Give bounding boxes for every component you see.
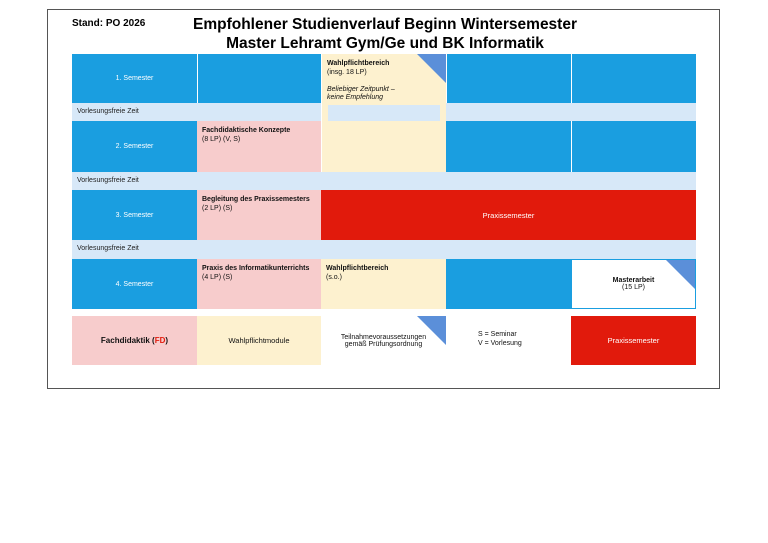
wahlpflicht-note-2: keine Empfehlung (327, 94, 384, 102)
legend-praxissemester: Praxissemester (571, 316, 696, 365)
semester-label-4: 4. Semester (72, 259, 197, 309)
prerequisite-marker-icon (666, 260, 695, 289)
legend-teilnahme: Teilnahmevoraussetzungen gemäß Prüfungsordnung (321, 316, 446, 365)
empty-cell (571, 54, 696, 103)
semester-label-1: 1. Semester (72, 54, 197, 103)
module-title: Masterarbeit (612, 277, 655, 284)
fachdidaktische-konzepte-module (197, 121, 321, 172)
module-credits: (s.o.) (326, 273, 342, 281)
legend-fachdidaktik: Fachdidaktik (FD) (72, 316, 197, 365)
empty-cell (571, 121, 696, 172)
module-credits: (2 LP) (S) (202, 204, 233, 212)
gap-fill (328, 105, 440, 121)
module-credits: (15 LP) (622, 284, 645, 291)
gap-fill (446, 103, 696, 121)
wahlpflicht-credits: (insg. 18 LP) (327, 68, 367, 76)
module-title: Praxis des Informatikunterrichts (202, 265, 310, 272)
page-subtitle: Master Lehramt Gym/Ge und BK Informatik (226, 35, 544, 52)
praxissemester-block: Praxissemester (321, 190, 696, 240)
lecture-free-period-3: Vorlesungsfreie Zeit (72, 240, 696, 259)
begleitung-praxissemester-module (197, 190, 321, 240)
semester-label-2: 2. Semester (72, 121, 197, 172)
module-title: Wahlpflichtbereich (326, 265, 389, 272)
empty-cell (197, 54, 321, 103)
empty-cell (446, 259, 571, 309)
lecture-free-period-2: Vorlesungsfreie Zeit (72, 172, 696, 190)
module-title: Begleitung des Praxissemesters (202, 196, 310, 203)
empty-cell (446, 121, 571, 172)
legend-wahlpflicht: Wahlpflichtmodule (197, 316, 321, 365)
legend-abbreviations: S = Seminar V = Vorlesung (446, 316, 571, 365)
lecture-free-period-1: Vorlesungsfreie Zeit (72, 103, 321, 121)
wahlpflicht-title: Wahlpflichtbereich (327, 60, 390, 67)
praxis-informatikunterricht-module (197, 259, 321, 309)
version-stamp: Stand: PO 2026 (72, 18, 146, 29)
empty-cell (446, 54, 571, 103)
wahlpflicht-block-4 (321, 259, 446, 309)
module-credits: (8 LP) (V, S) (202, 135, 241, 143)
prerequisite-marker-icon (417, 54, 446, 83)
semester-label-3: 3. Semester (72, 190, 197, 240)
module-credits: (4 LP) (S) (202, 273, 233, 281)
prerequisite-marker-icon (417, 316, 446, 345)
page-title: Empfohlener Studienverlauf Beginn Wintersemester (193, 16, 577, 33)
masterarbeit-module (571, 259, 696, 309)
wahlpflicht-block (321, 54, 446, 172)
module-title: Fachdidaktische Konzepte (202, 127, 291, 134)
wahlpflicht-note-1: Beliebiger Zeitpunkt – (327, 85, 395, 93)
